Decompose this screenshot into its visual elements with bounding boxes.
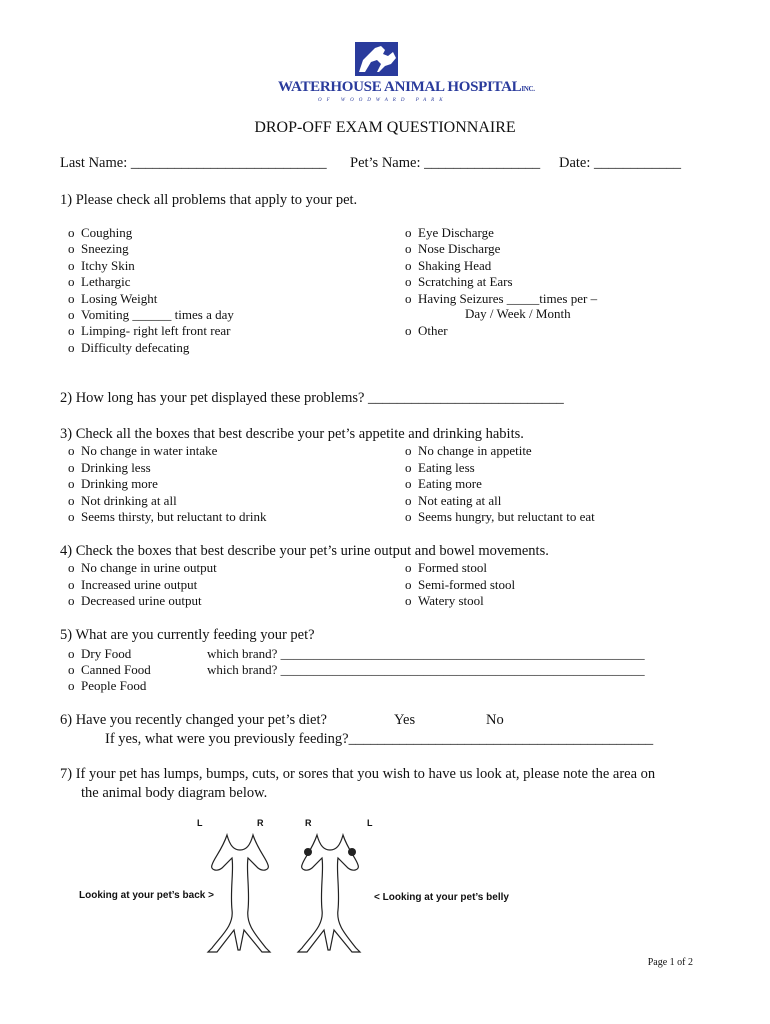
previous-food-field[interactable]: If yes, what were you previously feeding?__________________________________________ [105,731,654,747]
option-label: Limping- right left front rear [81,323,231,339]
q3-right-option[interactable] [405,509,595,525]
option-label: Formed stool [418,560,487,575]
q1-left-option[interactable] [68,291,157,307]
checkbox-circle-icon[interactable]: o [68,560,75,575]
checkbox-circle-icon[interactable]: o [68,576,75,592]
canned-food-brand-field[interactable]: which brand? ________________________________________________________ [207,662,645,677]
seizure-frequency-options: Day / Week / Month [465,306,571,321]
q3-left-option[interactable] [68,476,158,492]
checkbox-circle-icon[interactable]: o [68,476,75,492]
option-label: Scratching at Ears [418,274,513,290]
q3-right-option[interactable] [405,443,532,459]
option-label: Eating less [418,459,475,475]
checkbox-circle-icon[interactable]: o [405,509,412,525]
q3-right-option[interactable] [405,460,475,476]
q1-left-option[interactable] [68,274,131,290]
checkbox-circle-icon[interactable]: o [405,492,412,508]
checkbox-circle-icon[interactable]: o [68,509,75,525]
diet-changed-yes[interactable]: Yes [394,712,416,728]
q3-left-option[interactable] [68,460,151,476]
q3-left-option[interactable] [68,443,217,459]
option-label: Decreased urine output [81,593,202,609]
q5-food-option[interactable] [68,646,131,662]
option-label: Not drinking at all [81,492,177,508]
q1-right-option[interactable] [405,274,513,290]
checkbox-circle-icon[interactable]: o [405,274,412,290]
option-label: Watery stool [418,593,484,609]
option-label: Coughing [81,225,133,240]
q3-right-option[interactable] [405,476,482,492]
question-7-line-2: the animal body diagram below. [81,785,268,801]
checkbox-circle-icon[interactable]: o [405,459,412,475]
q3-left-option[interactable] [68,509,266,525]
option-label: Shaking Head [418,257,492,273]
checkbox-circle-icon[interactable]: o [68,323,75,339]
option-label: Semi-formed stool [418,576,516,592]
option-label: Dry Food [81,646,132,661]
option-label: Difficulty defecating [81,339,190,355]
option-label: Increased urine output [81,576,198,592]
hospital-logo-icon [355,42,398,76]
option-label: Seems hungry, but reluctant to eat [418,509,595,525]
option-label: Canned Food [81,662,151,678]
question-6: 6) Have you recently changed your pet’s diet? [60,712,327,728]
option-label: Sneezing [81,241,129,257]
question-1: 1) Please check all problems that apply to your pet. [60,192,358,208]
q1-left-option[interactable] [68,307,234,323]
question-4: 4) Check the boxes that best describe your pet’s urine output and bowel movements. [60,543,549,559]
checkbox-circle-icon[interactable]: o [68,459,75,475]
page-title: DROP-OFF EXAM QUESTIONNAIRE [254,119,516,136]
q4-right-option[interactable] [405,593,484,609]
q4-left-option[interactable] [68,560,217,576]
checkbox-circle-icon[interactable]: o [68,646,75,661]
option-label: Nose Discharge [418,241,501,257]
option-label: Drinking more [81,476,158,492]
q4-left-option[interactable] [68,593,202,609]
q5-food-option[interactable] [68,678,146,694]
checkbox-circle-icon[interactable]: o [68,678,75,694]
option-label: Vomiting ______ times a day [81,307,234,322]
q1-left-option[interactable] [68,258,135,274]
belly-left-label: L [367,818,373,828]
belly-view-label: < Looking at your pet’s belly [374,892,509,903]
checkbox-circle-icon[interactable]: o [68,274,75,290]
checkbox-circle-icon[interactable]: o [68,241,75,257]
option-label: Not eating at all [418,492,502,508]
option-label: Eye Discharge [418,225,494,240]
option-label: Lethargic [81,274,131,290]
checkbox-circle-icon[interactable]: o [405,257,412,273]
q5-food-option[interactable] [68,662,151,678]
checkbox-circle-icon[interactable]: o [68,307,75,322]
question-2[interactable]: 2) How long has your pet displayed these problems? ___________________________ [60,390,564,406]
question-3: 3) Check all the boxes that best describe your pet’s appetite and drinking habits. [60,426,524,442]
checkbox-circle-icon[interactable]: o [405,290,412,306]
last-name-field[interactable]: Last Name: ___________________________ [60,155,327,171]
date-field[interactable]: Date: ____________ [559,155,682,171]
checkbox-circle-icon[interactable]: o [68,339,75,355]
hospital-tagline: OF WOODWARD PARK [318,98,448,103]
option-label: Drinking less [81,459,151,475]
option-label: Losing Weight [81,290,158,306]
q1-left-option[interactable] [68,323,230,339]
back-left-label: L [197,818,203,828]
checkbox-circle-icon[interactable]: o [405,225,412,240]
animal-body-diagram[interactable] [62,810,532,970]
checkbox-circle-icon[interactable]: o [405,241,412,257]
dry-food-brand-field[interactable]: which brand? ________________________________________________________ [207,646,645,661]
q1-right-option[interactable] [405,258,491,274]
question-5: 5) What are you currently feeding your pet? [60,627,315,643]
q1-right-option[interactable] [405,241,500,257]
option-label: Having Seizures _____times per – [418,290,598,306]
checkbox-circle-icon[interactable]: o [405,443,412,458]
option-label: No change in water intake [81,443,218,458]
checkbox-circle-icon[interactable]: o [68,257,75,273]
checkbox-circle-icon[interactable]: o [68,492,75,508]
checkbox-circle-icon[interactable]: o [68,290,75,306]
q4-right-option[interactable] [405,560,487,576]
diet-changed-no[interactable]: No [486,712,504,728]
checkbox-circle-icon[interactable]: o [68,443,75,458]
q1-option-other[interactable]: o Other [405,323,448,338]
back-view-label: Looking at your pet’s back > [79,890,214,901]
q3-left-option[interactable] [68,493,177,509]
checkbox-circle-icon[interactable]: o [68,593,75,609]
checkbox-circle-icon[interactable]: o [68,225,75,240]
checkbox-circle-icon[interactable]: o [405,560,412,575]
checkbox-circle-icon[interactable]: o [405,593,412,609]
checkbox-circle-icon[interactable]: o [405,476,412,492]
option-label: No change in urine output [81,560,217,575]
checkbox-circle-icon[interactable]: o [405,576,412,592]
q4-left-option[interactable] [68,577,197,593]
option-label: Seems thirsty, but reluctant to drink [81,509,267,525]
question-7-line-1: 7) If your pet has lumps, bumps, cuts, or sores that you wish to have us look at, please note the area on [60,766,656,782]
back-right-label: R [257,818,264,828]
q1-left-option[interactable] [68,340,189,356]
pets-name-field[interactable]: Pet’s Name: ________________ [350,155,541,171]
option-label: People Food [81,678,147,694]
belly-right-label: R [305,818,312,828]
page-number: Page 1 of 2 [647,957,693,968]
q1-left-option[interactable] [68,225,132,241]
checkbox-circle-icon[interactable]: o [68,662,75,678]
option-label: Eating more [418,476,482,492]
hospital-name: WATERHOUSE ANIMAL HOSPITALINC. [278,79,535,95]
q1-right-option[interactable] [405,291,597,307]
q4-right-option[interactable] [405,577,515,593]
q3-right-option[interactable] [405,493,501,509]
option-label: Itchy Skin [81,257,135,273]
q1-right-option[interactable] [405,225,494,241]
option-label: No change in appetite [418,443,532,458]
q1-left-option[interactable] [68,241,129,257]
